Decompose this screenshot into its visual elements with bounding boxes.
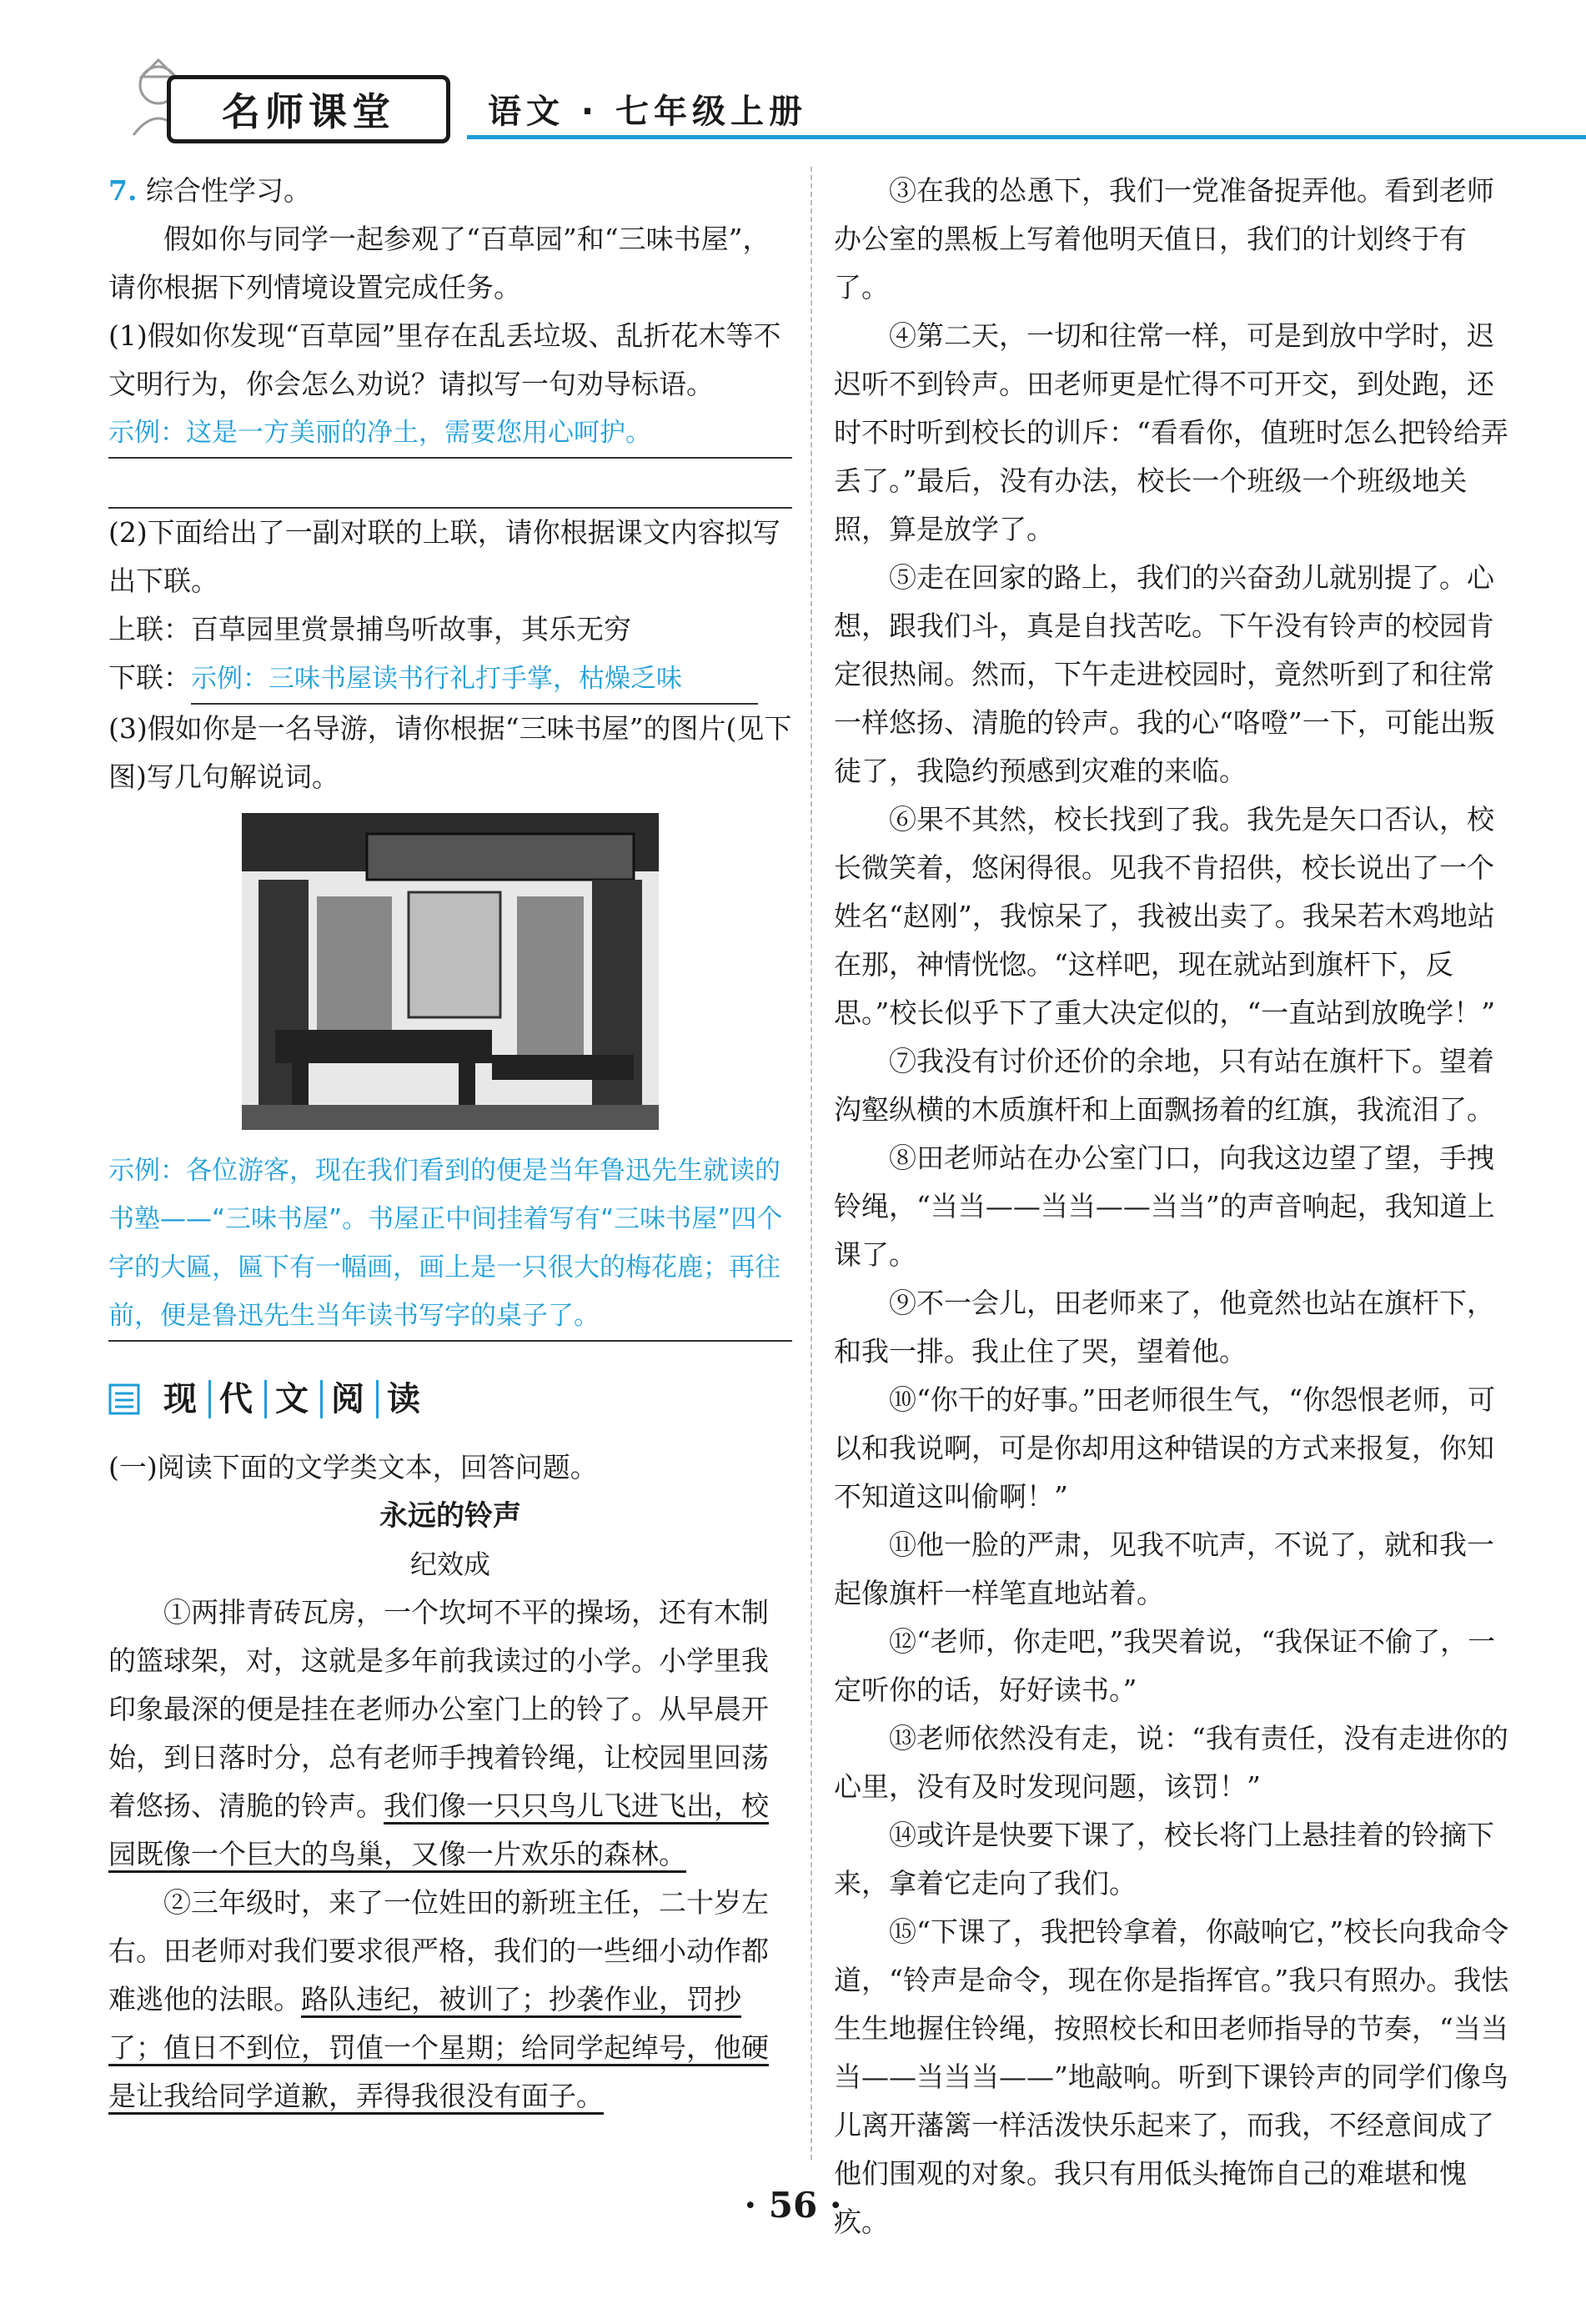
paragraph-5: ⑤走在回家的路上，我们的兴奋劲儿就别提了。心想，跟我们斗，真是自找苦吃。下午没有铃声的校园肯定很热闹。然而，下午走进校园时，竟然听到了和往常一样悠扬、清脆的铃声。我的心“咯噔”一下，可能出叛徒了，我隐约预感到灾难的来临。 bbox=[834, 561, 1495, 787]
question-title: 综合性学习。 bbox=[145, 174, 311, 207]
couplet-lower bbox=[108, 654, 792, 705]
couplet-upper: 上联：百草园里赏景捕鸟听故事，其乐无穷 bbox=[108, 613, 631, 645]
answer-blank-line bbox=[108, 459, 792, 509]
answer-3: 示例：各位游客，现在我们看到的便是当年鲁迅先生就读的书塾——“三味书屋”。书屋正中间挂着写有“三味书屋”四个字的大匾，匾下有一幅画，画上是一只很大的梅花鹿；再往前，便是鲁迅先生当年读书写字的桌子了。 bbox=[108, 1147, 792, 1342]
paragraph-9: ⑨不一会儿，田老师来了，他竟然也站在旗杆下，和我一排。我止住了哭，望着他。 bbox=[834, 1287, 1494, 1368]
sanwei-shuwu-photo bbox=[242, 813, 659, 1130]
section-heading bbox=[108, 1370, 792, 1428]
paragraph-2: ②三年级时，来了一位姓田的新班主任，二十岁左右。田老师对我们要求很严格，我们的一些细小动作都难逃他的法眼。路队违纪，被训了；抄袭作业，罚抄了；值日不到位，罚值一个星期；给同学起绰号，他硬是让我给同学道歉，弄得我很没有面子。 bbox=[108, 1886, 769, 2112]
column-divider bbox=[811, 167, 812, 2160]
left-column bbox=[108, 167, 792, 2121]
right-column bbox=[834, 167, 1518, 2246]
subquestion-1: (1)假如你发现“百草园”里存在乱丢垃圾、乱折花木等不文明行为，你会怎么劝说？请拟写一句劝导标语。 bbox=[108, 319, 781, 400]
section-title: 现 代 文 阅 读 bbox=[155, 1375, 432, 1423]
paragraph-1: ①两排青砖瓦房，一个坎坷不平的操场，还有木制的篮球架，对，这就是多年前我读过的小学。小学里我印象最深的便是挂在老师办公室门上的铃了。从早晨开始，到日落时分，总有老师手拽着铃绳，让校园里回荡着悠扬、清脆的铃声。我们像一只只鸟儿飞进飞出，校园既像一个巨大的鸟巢，又像一片欢乐的森林。 bbox=[108, 1596, 769, 1870]
page-header bbox=[108, 52, 1509, 143]
subject-title: 语文 · 七年级上册 bbox=[488, 93, 808, 131]
paragraph-10: ⑩“你干的好事。”田老师很生气，“你怨恨老师，可以和我说啊，可是你却用这种错误的方式来报复，你知不知道这叫偷啊！” bbox=[834, 1383, 1496, 1513]
paragraph-8: ⑧田老师站在办公室门口，向我这边望了望，手拽铃绳，“当当——当当——当当”的声音响起，我知道上课了。 bbox=[834, 1142, 1495, 1271]
reading-intro: (一)阅读下面的文学类文本，回答问题。 bbox=[108, 1451, 598, 1483]
paragraph-4: ④第二天，一切和往常一样，可是到放中学时，迟迟听不到铃声。田老师更是忙得不可开交，到处跑，还时不时听到校长的训斥：“看看你，值班时怎么把铃给弄丢了。”最后，没有办法，校长一个班级一个班级地关照，算是放学了。 bbox=[834, 319, 1508, 545]
paragraph-3: ③在我的怂恿下，我们一党准备捉弄他。看到老师办公室的黑板上写着他明天值日，我们的计划终于有了。 bbox=[834, 174, 1494, 304]
question-intro: 假如你与同学一起参观了“百草园”和“三味书屋”，请你根据下列情境设置完成任务。 bbox=[108, 223, 770, 304]
underlined-sentence: 路队违纪，被训了；抄袭作业，罚抄了；值日不到位，罚值一个星期；给同学起绰号，他硬是让我给同学道歉，弄得我很没有面子。 bbox=[108, 1983, 769, 2112]
paragraph-6: ⑥果不其然，校长找到了我。我先是矢口否认，校长微笑着，悠闲得很。见我不肯招供，校长说出了一个姓名“赵刚”，我惊呆了，我被出卖了。我呆若木鸡地站在那，神情恍惚。“这样吧，现在就站到旗杆下，反思。”校长似乎下了重大决定似的，“一直站到放晚学！” bbox=[834, 803, 1496, 1029]
answer-2: 示例：三味书屋读书行礼打手掌，枯燥乏味 bbox=[191, 655, 758, 705]
article-author: 纪效成 bbox=[409, 1548, 490, 1580]
header-rule bbox=[467, 135, 1586, 139]
question-7-heading bbox=[108, 167, 792, 215]
answer-1: 示例：这是一方美丽的净土，需要您用心呵护。 bbox=[108, 409, 792, 459]
page-number: · 56 · bbox=[744, 2185, 842, 2226]
paragraph-11: ⑪他一脸的严肃，见我不吭声，不说了，就和我一起像旗杆一样笔直地站着。 bbox=[834, 1528, 1494, 1609]
paragraph-7: ⑦我没有讨价还价的余地，只有站在旗杆下。望着沟壑纵横的木质旗杆和上面飘扬着的红旗，我流泪了。 bbox=[834, 1045, 1494, 1126]
paragraph-15: ⑮“下课了，我把铃拿着，你敲响它，”校长向我命令道，“铃声是命令，现在你是指挥官。”我只有照办。我怯生生地握住铃绳，按照校长和田老师指导的节奏，“当当当——当当当——”地敲响。听到下课铃声的同学们像鸟儿离开藩篱一样活泼快乐起来了，而我，不经意间成了他们围观的对象。我只有用低头掩饰自己的难堪和愧疚。 bbox=[834, 1915, 1509, 2238]
paragraph-12: ⑫“老师，你走吧，”我哭着说，“我保证不偷了，一定听你的话，好好读书。” bbox=[834, 1625, 1496, 1706]
couplet-lower-label: 下联： bbox=[108, 661, 191, 694]
question-number: 7. bbox=[108, 174, 138, 207]
subquestion-3: (3)假如你是一名导游，请你根据“三味书屋”的图片(见下图)写几句解说词。 bbox=[108, 712, 792, 793]
subquestion-2: (2)下面给出了一副对联的上联，请你根据课文内容拟写出下联。 bbox=[108, 516, 780, 597]
book-section-icon bbox=[108, 1382, 143, 1417]
underlined-sentence: 我们像一只只鸟儿飞进飞出，校园既像一个巨大的鸟巢，又像一片欢乐的森林。 bbox=[108, 1789, 769, 1870]
brand-title: 名师课堂 bbox=[167, 75, 450, 143]
article-title: 永远的铃声 bbox=[379, 1499, 521, 1533]
paragraph-13: ⑬老师依然没有走，说：“我有责任，没有走进你的心里，没有及时发现问题，该罚！” bbox=[834, 1722, 1508, 1803]
paragraph-14: ⑭或许是快要下课了，校长将门上悬挂着的铃摘下来，拿着它走向了我们。 bbox=[834, 1819, 1494, 1900]
